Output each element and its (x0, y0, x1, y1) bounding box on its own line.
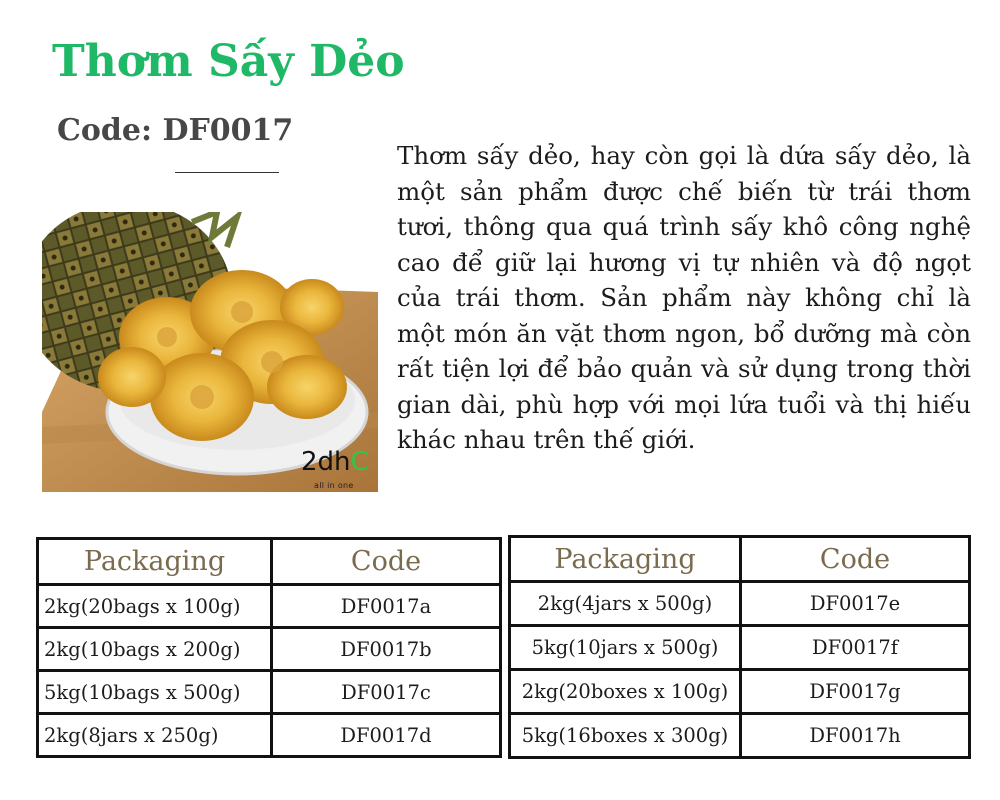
product-description: Thơm sấy dẻo, hay còn gọi là dứa sấy dẻo, là một sản phẩm được chế biến từ trái thơm tươi, thông qua quá trình sấy khô công nghệ cao để giữ lại hương vị tự nhiên và độ ngọt của trái thơm. Sản phẩm này không chỉ là một món ăn vặt thơm ngon, bổ dưỡng mà còn rất tiện lợi để bảo quản và sử dụng trong thời gian dài, phù hợp với mọi lứa tuổi và thị hiếu khác nhau trên thế giới. (397, 141, 971, 454)
code-cell: DF0017g (741, 670, 970, 714)
packaging-table-left (36, 537, 502, 758)
packaging-cell: 2kg(10bags x 200g) (38, 628, 272, 671)
table-row (38, 628, 501, 671)
code-cell: DF0017c (272, 671, 501, 714)
code-cell: DF0017f (741, 626, 970, 670)
header-packaging: Packaging (38, 539, 272, 585)
table-row (510, 626, 970, 670)
brand-tagline: all in one (314, 481, 354, 490)
product-code: Code: DF0017 (57, 113, 294, 148)
packaging-cell: 5kg(10jars x 500g) (510, 626, 741, 670)
code-cell: DF0017b (272, 628, 501, 671)
table-row (510, 714, 970, 758)
packaging-cell: 2kg(8jars x 250g) (38, 714, 272, 757)
packaging-cell: 2kg(20bags x 100g) (38, 585, 272, 628)
table-header-row (510, 537, 970, 582)
table-row (510, 582, 970, 626)
table-row (38, 714, 501, 757)
code-cell: DF0017e (741, 582, 970, 626)
table-row (38, 585, 501, 628)
product-title: Thơm Sấy Dẻo (52, 36, 405, 87)
header-packaging: Packaging (510, 537, 741, 582)
code-cell: DF0017d (272, 714, 501, 757)
packaging-cell: 2kg(4jars x 500g) (510, 582, 741, 626)
brand-logo: 2dhC (301, 447, 369, 477)
packaging-cell: 2kg(20boxes x 100g) (510, 670, 741, 714)
table-row (38, 671, 501, 714)
packaging-table-right (508, 535, 971, 759)
code-cell: DF0017a (272, 585, 501, 628)
table-row (510, 670, 970, 714)
code-cell: DF0017h (741, 714, 970, 758)
header-code: Code (741, 537, 970, 582)
packaging-cell: 5kg(10bags x 500g) (38, 671, 272, 714)
packaging-cell: 5kg(16boxes x 300g) (510, 714, 741, 758)
header-code: Code (272, 539, 501, 585)
table-header-row (38, 539, 501, 585)
divider (175, 172, 279, 173)
